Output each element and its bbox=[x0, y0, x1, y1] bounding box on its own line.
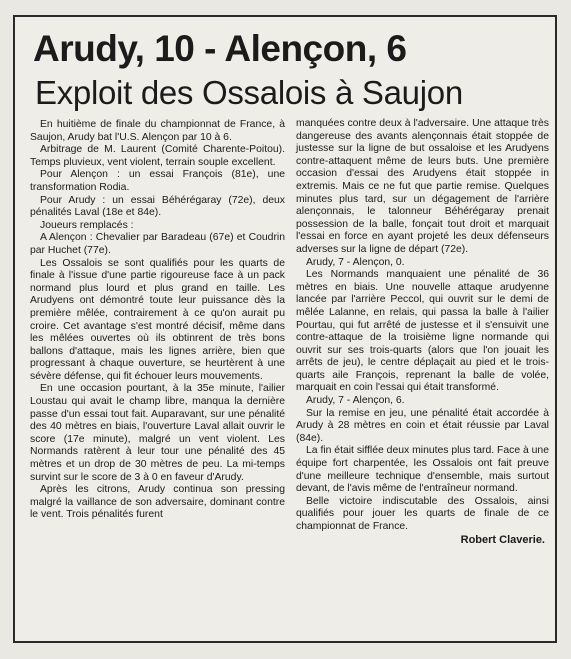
paragraph-intro: En huitième de finale du championnat de France, à Saujon, Arudy bat l'U.S. Alençon par 10 à 6. bbox=[30, 119, 285, 143]
headline: Arudy, 10 - Alençon, 6 bbox=[33, 28, 407, 69]
author-signature: Robert Claverie. bbox=[460, 533, 545, 546]
subheadline: Exploit des Ossalois à Saujon bbox=[35, 74, 463, 111]
paragraph-body-5: Les Normands manquaient une pénalité de 36 mètres en biais. Une nouvelle attaque arudyenne lancée par l'arrière Peccol, qui ouvrit sur le demi de mêlée Lalanne, en relais, qui passa la balle à l'ailier Pourtau, qui fut arrêté de justesse et il s'ensuivit une contre-attaque de la troisième ligne normande qui ouvrit sur ses trois-quarts (alors que l'on jouait les arrêts de jeu), le centre déplaçait au pied et le trois-quarts aile François, reprenant la balle de volée, marquait en coin l'essai qui était transformé. bbox=[296, 269, 549, 394]
column-right bbox=[296, 118, 549, 546]
paragraph-score-2: Arudy, 7 - Alençon, 6. bbox=[306, 395, 405, 407]
column-left bbox=[30, 119, 285, 522]
article-frame bbox=[13, 15, 557, 643]
paragraph-scoring-alencon: Pour Alençon : un essai François (81e), une transformation Rodia. bbox=[30, 169, 285, 193]
paragraph-scoring-arudy: Pour Arudy : un essai Béhérégaray (72e), deux pénalités Laval (18e et 84e). bbox=[30, 194, 285, 219]
paragraph-referee: Arbitrage de M. Laurent (Comité Charente-Poitou). Temps pluvieux, vent violent, terrain souple excellent. bbox=[30, 144, 285, 168]
paragraph-body-1: Les Ossalois se sont qualifiés pour les quarts de finale à l'issue d'une partie rigoureuse face à un pack normand plus lourd et plus grand en taille. Les Arudyens ont démontré toute leur puissance dès la première mêlée, contrairement à ce qu'on aurait pu croire. Cet avantage s'est montré décisif, même dans les mêlées ouvertes où ils obtinrent de très bons ballons d'attaque, mais les lignes arrière, bien que progressant à chaque ouverture, se heurtèrent à une sévère défense, qui fit échouer leurs mouvements. bbox=[30, 257, 285, 382]
paragraph-body-7: La fin était sifflée deux minutes plus tard. Face à une équipe fort charpentée, les Ossalois ont fait preuve d'une meilleure technique d'ensemble, mais surtout devant, de l'avis même de l'entraîneur normand. bbox=[296, 445, 549, 495]
paragraph-body-3: Après les citrons, Arudy continua son pressing malgré la vaillance de son adversaire, dominant contre le vent. Trois pénalités furent bbox=[30, 484, 285, 521]
paragraph-substitutes-heading: Joueurs remplacés : bbox=[40, 219, 134, 231]
paragraph-body-6: Sur la remise en jeu, une pénalité était accordée à Arudy à 28 mètres en coin et était réussie par Laval (84e). bbox=[296, 407, 549, 444]
paragraph-body-4: manquées contre deux à l'adversaire. Une attaque très dangereuse des avants alençonnais était stoppée de justesse sur la ligne de but ossaloise et les Arudyens contre-attaquent même de leurs buts. Une première occasion d'essai des Arudyens était stoppée in extremis. Mais ce ne fut que partie remise. Quelques minutes plus tard, sur un dégagement de l'arrière alençonnais, le talonneur Béhérégaray prenait possession de la balle, fonçait tout droit et marquait l'essai en force en ayant projeté les deux défenseurs adverses sur la ligne de départ (72e). bbox=[296, 118, 549, 255]
paragraph-substitutes: A Alençon : Chevalier par Baradeau (67e) et Coudrin par Huchet (77e). bbox=[30, 232, 285, 256]
paragraph-body-8: Belle victoire indiscutable des Ossalois, ainsi qualifiés pour jouer les quarts de finale de ce championnat de France. bbox=[296, 495, 549, 532]
paragraph-score-1: Arudy, 7 - Alençon, 0. bbox=[306, 256, 405, 268]
paragraph-body-2: En une occasion pourtant, à la 35e minute, l'ailier Loustau qui avait le champ libre, manqua la dernière passe d'un essai tout fait. Auparavant, sur une pénalité des 40 mètres en biais, l'ouverture Laval allait ouvrir le score (17e minute), malgré un vent violent. Les Normands ratèrent à leur tour une pénalité des 45 mètres et un drop de 30 mètres de peu. La mi-temps survint sur le score de 3 à 0 en faveur d'Arudy. bbox=[30, 383, 285, 483]
